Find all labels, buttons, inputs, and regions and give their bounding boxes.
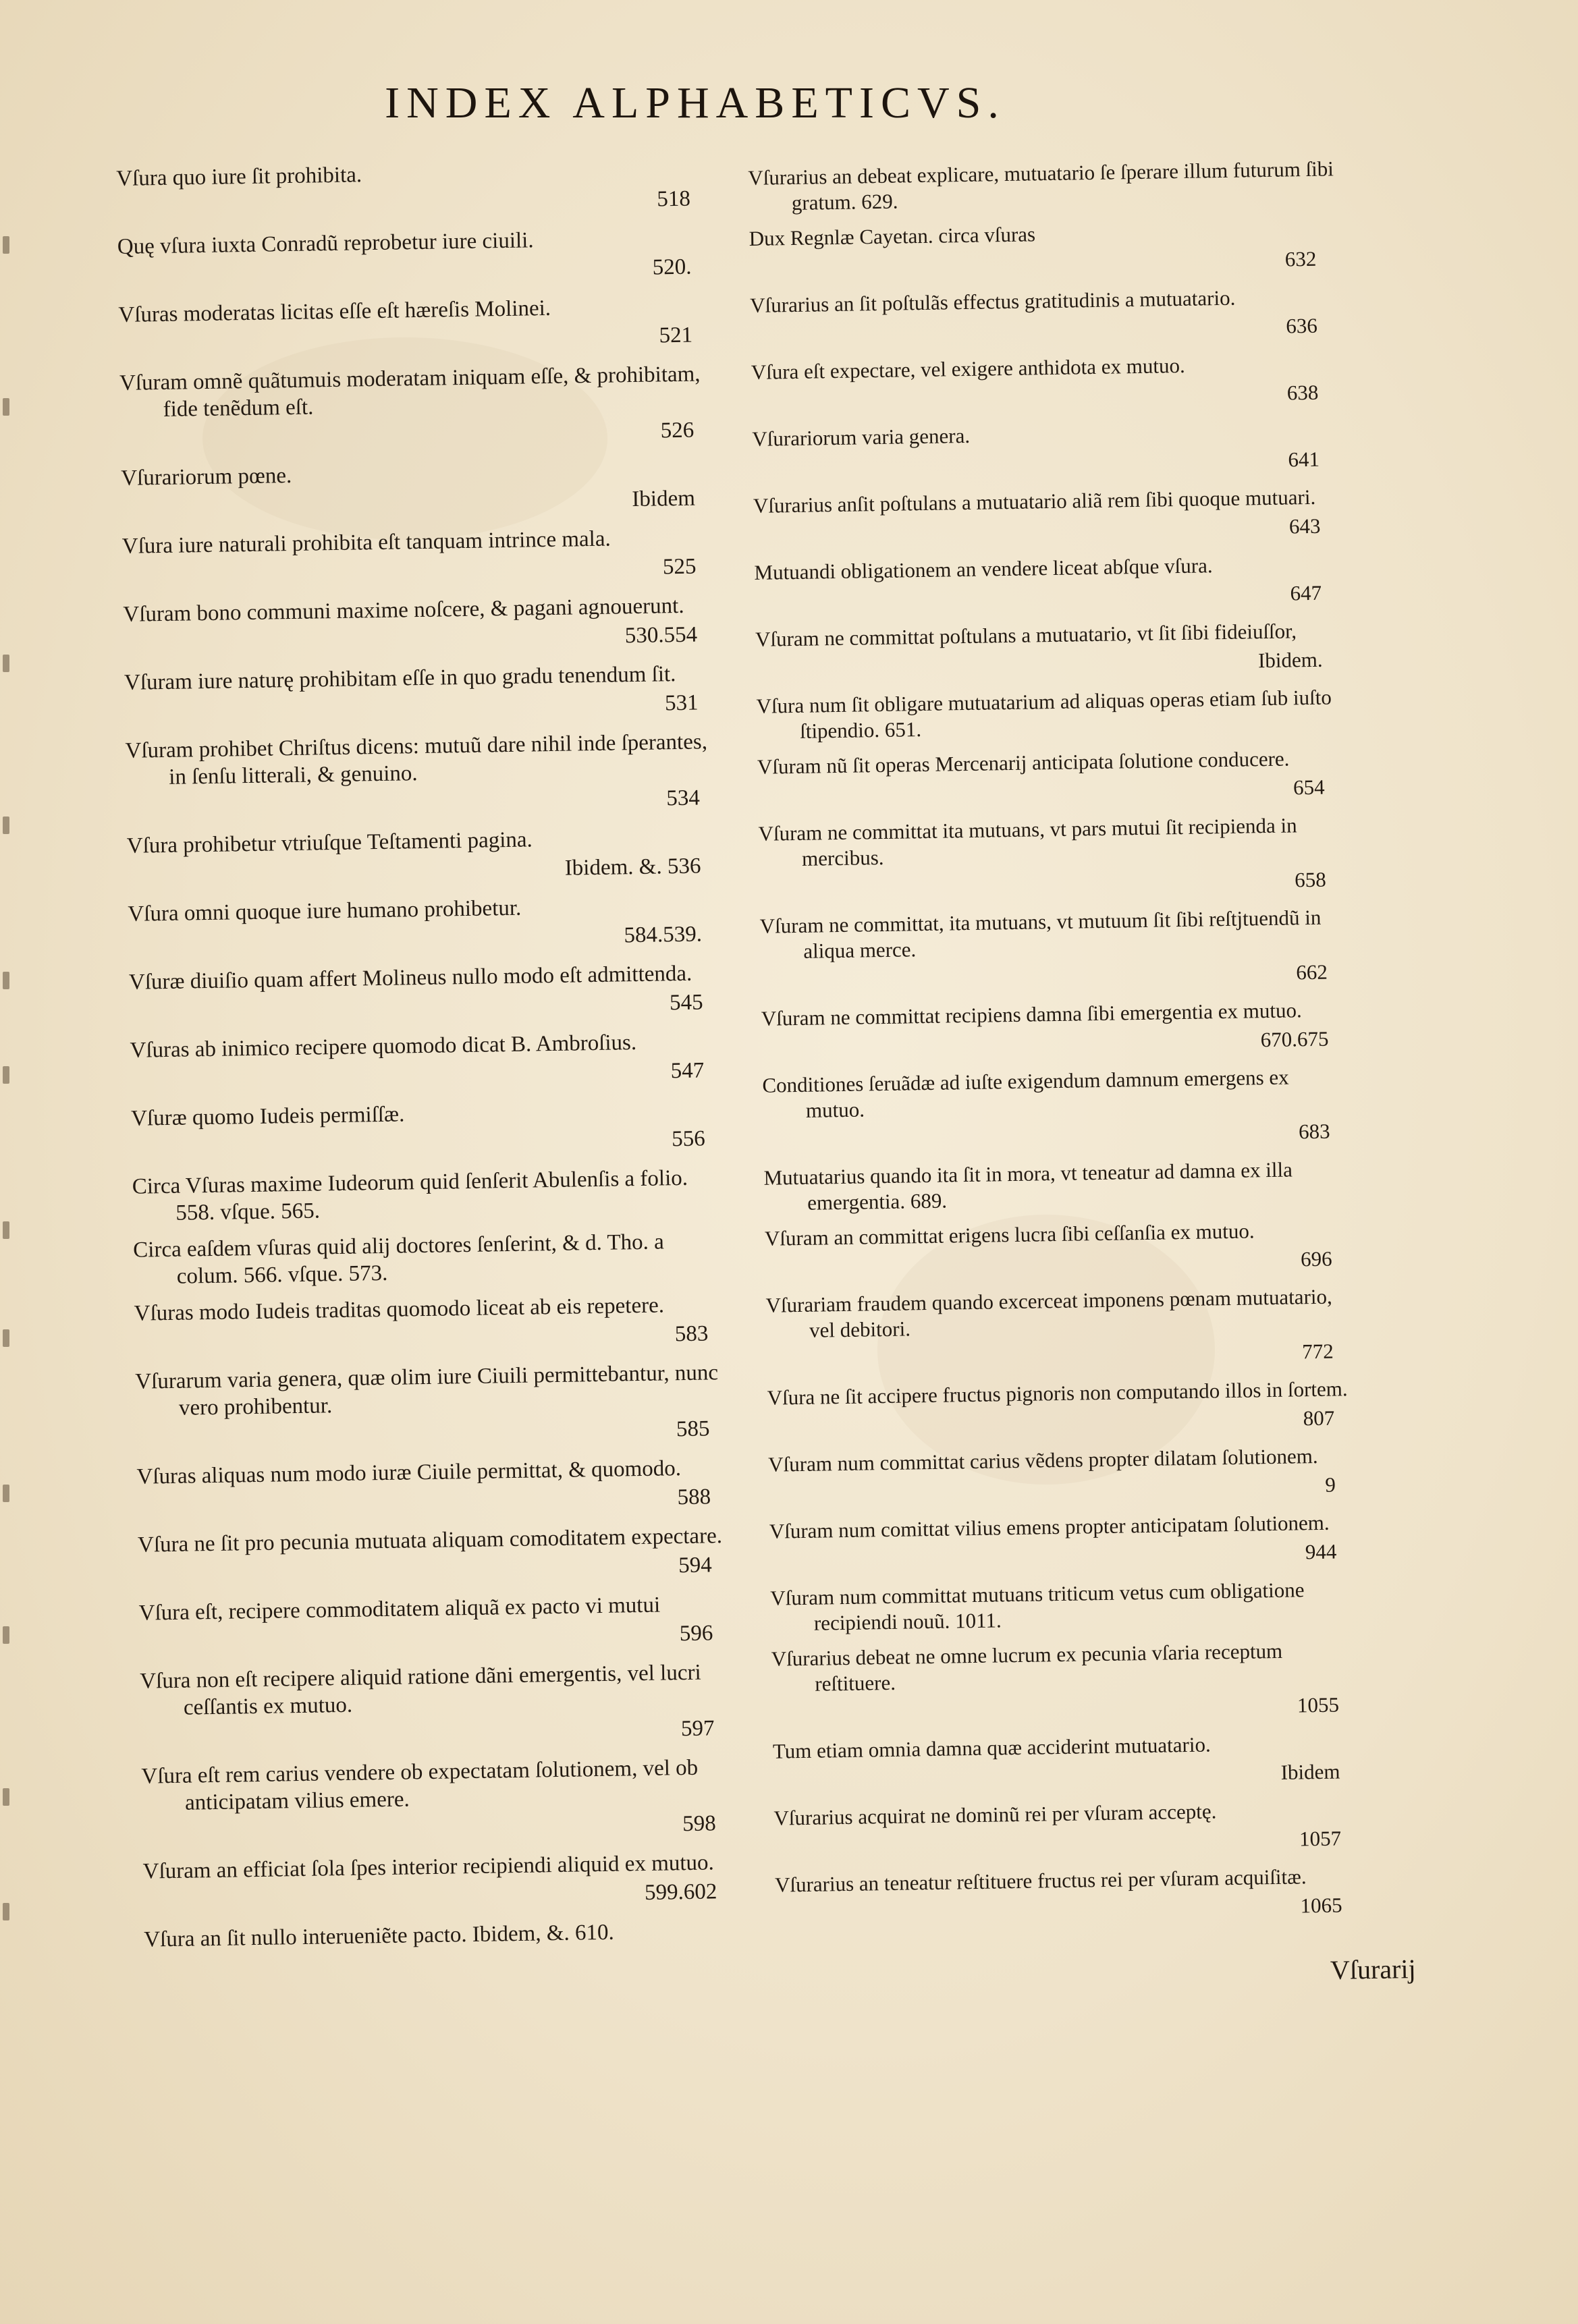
entry-text: Vſura quo iure ſit prohibita. <box>116 163 362 191</box>
index-entry <box>757 745 1345 812</box>
entry-text: Vſurarum varia genera, quæ olim iure Ciuili permittebantur, nunc vero prohibentur. <box>135 1360 719 1420</box>
entry-text: Vſuræ quomo Iudeis permiſſæ. <box>130 1102 405 1131</box>
index-entry <box>135 1359 730 1454</box>
entry-text: Vſuram an efficiat ſola ſpes interior recipiendi aliquid ex mutuo. <box>142 1850 715 1884</box>
entry-page-reference: Ibidem. <box>1257 647 1323 673</box>
entry-page-reference: 641 <box>1288 447 1320 472</box>
entry-text: Vſura eſt rem carius vendere ob expectatam ſolutionem, vel ob anticipatam vilius emere. <box>141 1755 699 1815</box>
entry-page-reference: 596 <box>679 1621 713 1647</box>
entry-text: Vſura ne ſit accipere fructus pignoris non computando illos in ſortem. <box>767 1377 1348 1410</box>
entry-text: Circa eaſdem vſuras quid alij doctores ſenſerint, & d. Tho. a colum. 566. vſque. 573. <box>132 1229 665 1289</box>
entry-text: Vſurarius anſit poſtulans a mutuatario aliã rem ſibi quoque mutuari. <box>753 485 1316 518</box>
entry-page-reference: 807 <box>1303 1406 1335 1431</box>
entry-text: Vſura omni quoque iure humano prohibetur. <box>128 895 522 926</box>
entry-page-reference: 632 <box>1284 246 1317 271</box>
index-entry <box>142 1849 737 1917</box>
entry-text: Vſurariam fraudem quando excerceat imponens pœnam mutuatario, vel debitori. <box>765 1284 1332 1342</box>
index-entry <box>756 684 1344 745</box>
entry-text: Vſurarius an debeat explicare, mutuatario ſe ſperare illum futurum ſibi gratum. 629. <box>748 157 1334 215</box>
entry-text: Conditiones ſeruãdæ ad iuſte exigendum damnum emergens ex mutuo. <box>762 1065 1289 1122</box>
entry-text: Vſuras aliquas num modo iuræ Ciuile permittat, & quomodo. <box>136 1456 682 1489</box>
entry-text: Vſura eſt, recipere commoditatem aliquã ex pacto vi mutui <box>138 1593 661 1626</box>
entry-text: Vſuram ne committat, ita mutuans, vt mutuum ſit ſibi reſtjtuendũ in aliqua merce. <box>759 905 1322 963</box>
index-entry <box>116 156 711 224</box>
entry-page-reference: 526 <box>660 418 695 443</box>
index-entry <box>128 891 722 960</box>
index-entry <box>762 1063 1351 1156</box>
index-entry <box>773 1730 1361 1796</box>
index-entry <box>763 1156 1351 1217</box>
entry-text: Vſuram omnẽ quãtumuis moderatam iniquam eſſe, & prohibitam, fide tenẽdum eſt. <box>119 362 701 422</box>
index-entry <box>129 960 724 1028</box>
entry-page-reference: 521 <box>659 323 693 348</box>
index-entry <box>750 283 1338 350</box>
index-entry <box>130 1028 724 1096</box>
index-entry <box>131 1096 726 1164</box>
index-entry <box>761 997 1349 1063</box>
catchword: Vſurarij <box>1330 1954 1417 1985</box>
entry-text: Vſuram ne committat poſtulans a mutuatario, vt ſit ſibi fideiuſſor, <box>755 619 1297 651</box>
entry-page-reference: 594 <box>678 1553 712 1578</box>
index-entry <box>127 823 722 891</box>
entry-text: Vſurarius acquirat ne dominũ rei per vſuram acceptę. <box>773 1799 1217 1830</box>
entry-page-reference: 547 <box>670 1058 705 1084</box>
entry-page-reference: 670.675 <box>1260 1026 1329 1052</box>
entry-page-reference: 588 <box>677 1485 711 1510</box>
gutter-marks <box>0 236 15 1991</box>
index-entry <box>771 1637 1359 1730</box>
entry-page-reference: 647 <box>1290 580 1322 605</box>
entry-page-reference: 525 <box>662 554 697 580</box>
index-entry <box>759 904 1348 997</box>
index-entry <box>754 551 1342 617</box>
entry-page-reference: 518 <box>657 186 691 212</box>
entry-text: Vſurarius debeat ne omne lucrum ex pecunia vſaria receptum reſtituere. <box>771 1638 1283 1696</box>
index-entry <box>122 524 717 592</box>
entry-text: Vſura an ſit nullo interueniẽte pacto. Ibidem, &. 610. <box>144 1920 614 1952</box>
index-entry <box>133 1227 728 1291</box>
index-entry <box>758 812 1346 904</box>
entry-text: Circa Vſuras maxime Iudeorum quid ſenſerit Abulenſis a folio. 558. vſque. 565. <box>132 1165 688 1225</box>
entry-text: Vſuram an committat erigens lucra ſibi ceſſanſia ex mutuo. <box>764 1219 1255 1250</box>
entry-text: Vſuram bono communi maxime noſcere, & pagani agnouerunt. <box>123 593 684 627</box>
entry-page-reference: 643 <box>1288 514 1321 538</box>
entry-text: Vſura ne ſit pro pecunia mutuata aliquam comoditatem expectare. <box>137 1524 723 1557</box>
index-entry <box>767 1376 1355 1443</box>
entry-page-reference: Ibidem <box>1280 1759 1340 1784</box>
entry-page-reference: 530.554 <box>624 622 698 648</box>
entry-text: Vſuras ab inimico recipere quomodo dicat B. Ambroſius. <box>130 1030 637 1063</box>
entry-text: Vſurarius an ſit poſtulãs effectus gratitudinis a mutuatario. <box>749 285 1236 317</box>
index-entry <box>751 350 1339 417</box>
entry-page-reference: 636 <box>1286 313 1318 338</box>
index-entry <box>765 1283 1354 1376</box>
index-entry <box>121 455 715 524</box>
index-entry <box>768 1443 1356 1510</box>
entry-page-reference: 585 <box>676 1416 710 1442</box>
index-entry <box>769 1510 1357 1576</box>
entry-page-reference: 638 <box>1286 380 1319 405</box>
index-entry <box>119 360 715 455</box>
index-entry <box>755 617 1343 684</box>
entry-text: Quę vſura iuxta Conradũ reprobetur iure ciuili. <box>117 228 534 259</box>
entry-page-reference: 944 <box>1305 1539 1337 1564</box>
index-entry <box>749 217 1336 283</box>
entry-text: Vſurariorum varia genera. <box>752 423 971 451</box>
entry-text: Vſuram num comittat vilius emens propter anticipatam ſolutionem. <box>769 1510 1330 1543</box>
index-entry <box>752 417 1340 484</box>
entry-page-reference: 1055 <box>1297 1692 1340 1717</box>
right-column <box>748 156 1363 1939</box>
entry-text: Vſuram iure naturę prohibitam eſſe in quo gradu tenendum ſit. <box>124 662 676 695</box>
index-entry <box>753 484 1341 551</box>
entry-page-reference: 1065 <box>1300 1893 1342 1918</box>
entry-text: Vſuram num committat mutuans triticum vetus cum obligatione recipiendi nouũ. 1011. <box>770 1578 1305 1635</box>
index-entry <box>124 660 719 728</box>
entry-page-reference: Ibidem. &. 536 <box>564 854 701 881</box>
entry-text: Dux Regnlæ Cayetan. circa vſuras <box>749 222 1036 250</box>
index-entry <box>775 1863 1363 1930</box>
entry-text: Vſurarius an teneatur reſtituere fructus rei per vſuram acquiſitæ. <box>774 1864 1307 1897</box>
entry-text: Vſura eſt expectare, vel exigere anthidota ex mutuo. <box>751 353 1185 384</box>
entry-text: Mutuatarius quando ita ſit in mora, vt teneatur ad damna ex illa emergentia. 689. <box>763 1157 1293 1215</box>
entry-page-reference: 772 <box>1301 1339 1334 1364</box>
index-entry <box>125 728 720 823</box>
index-entry <box>136 1454 731 1522</box>
index-entry <box>765 1217 1353 1283</box>
index-entry <box>144 1917 738 1954</box>
entry-text: Vſuras moderatas licitas eſſe eſt hæreſis Molinei. <box>118 296 551 327</box>
left-column <box>116 156 738 1962</box>
entry-page-reference: 520. <box>652 254 692 280</box>
entry-text: Vſurariorum pœne. <box>121 463 292 491</box>
entry-text: Vſuram num committat carius vẽdens propter dilatam ſolutionem. <box>767 1443 1318 1476</box>
entry-page-reference: 654 <box>1293 775 1325 800</box>
index-entry <box>117 224 712 292</box>
entry-page-reference: 556 <box>671 1126 706 1152</box>
index-entry <box>141 1754 736 1849</box>
entry-page-reference: 599.602 <box>644 1879 717 1906</box>
entry-page-reference: Ibidem <box>632 486 696 512</box>
entry-page-reference: 531 <box>664 690 699 716</box>
running-head: INDEX ALPHABETICVS. <box>385 78 1006 128</box>
entry-text: Vſura iure naturali prohibita eſt tanquam intrince mala. <box>121 526 611 559</box>
entry-page-reference: 545 <box>669 990 703 1016</box>
entry-text: Vſuram prohibet Chriſtus dicens: mutuũ dare nihil inde ſperantes, in ſenſu litterali, & genuino. <box>125 729 708 790</box>
index-entry <box>138 1590 733 1659</box>
index-entry <box>138 1522 732 1590</box>
entry-text: Vſuram nũ ſit operas Mercenarij anticipata ſolutione conducere. <box>757 746 1290 779</box>
entry-text: Vſura prohibetur vtriuſque Teſtamenti pagina. <box>126 827 533 858</box>
index-entry <box>132 1164 726 1227</box>
index-entry <box>748 156 1336 217</box>
entry-text: Vſura num ſit obligare mutuatarium ad aliquas operas etiam ſub iuſto ſtipendio. 651. <box>756 685 1332 743</box>
entry-text: Mutuandi obligationem an vendere liceat abſque vſura. <box>754 553 1213 584</box>
index-entry <box>140 1659 735 1754</box>
entry-text: Tum etiam omnia damna quæ acciderint mutuatario. <box>772 1732 1211 1763</box>
index-entry <box>770 1576 1358 1637</box>
entry-text: Vſuram ne committat recipiens damna ſibi emergentia ex mutuo. <box>761 998 1302 1030</box>
index-entry <box>118 292 713 360</box>
entry-text: Vſura non eſt recipere aliquid ratione dãni emergentis, vel lucri ceſſantis ex mutuo. <box>140 1660 701 1720</box>
index-entry <box>123 592 717 660</box>
entry-page-reference: 598 <box>682 1811 716 1837</box>
entry-text: Vſuræ diuiſio quam affert Molineus nullo modo eſt admittenda. <box>128 961 692 995</box>
index-entry <box>134 1291 728 1359</box>
entry-page-reference: 683 <box>1298 1119 1330 1144</box>
entry-page-reference: 662 <box>1296 960 1328 985</box>
entry-page-reference: 696 <box>1300 1246 1332 1271</box>
entry-page-reference: 658 <box>1294 867 1327 892</box>
entry-page-reference: 584.539. <box>624 922 703 948</box>
index-entry <box>773 1796 1361 1863</box>
entry-page-reference: 9 <box>1325 1472 1336 1497</box>
entry-page-reference: 534 <box>666 785 701 811</box>
entry-page-reference: 1057 <box>1299 1826 1342 1851</box>
entry-text: Vſuram ne committat ita mutuans, vt pars mutui ſit recipienda in mercibus. <box>758 813 1297 870</box>
entry-text: Vſuras modo Iudeis traditas quomodo liceat ab eis repetere. <box>134 1293 665 1326</box>
entry-page-reference: 583 <box>674 1321 709 1347</box>
entry-page-reference: 597 <box>680 1716 715 1742</box>
